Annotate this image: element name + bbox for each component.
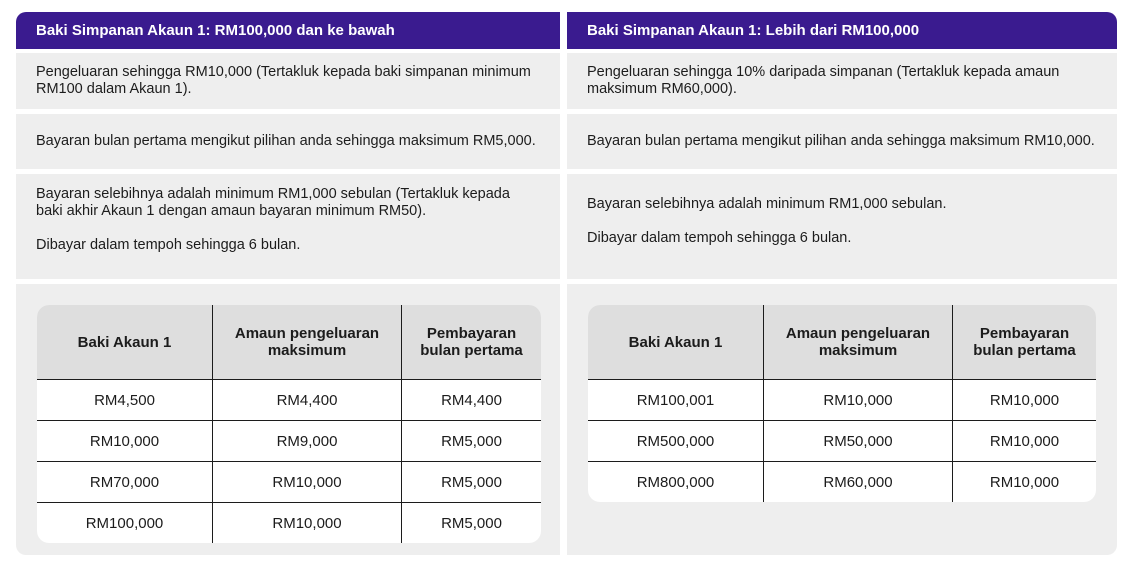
table-cell: RM500,000 (588, 421, 764, 462)
table-row (37, 421, 541, 462)
first-payment-info (567, 114, 1117, 169)
table-cell: RM4,400 (213, 380, 402, 421)
header-balance: Baki Akaun 1 (588, 305, 764, 380)
period-text: Dibayar dalam tempoh sehingga 6 bulan. (587, 230, 852, 246)
table-cell: RM5,000 (402, 462, 542, 503)
table-cell: RM10,000 (37, 421, 213, 462)
table-header-row (588, 305, 1096, 380)
table-row (37, 380, 541, 421)
table-cell: RM800,000 (588, 462, 764, 503)
table-cell: RM4,400 (402, 380, 542, 421)
table-row (37, 503, 541, 544)
table-cell: RM60,000 (764, 462, 953, 503)
table-cell: RM100,000 (37, 503, 213, 544)
table-cell: RM5,000 (402, 503, 542, 544)
table-cell: RM10,000 (764, 380, 953, 421)
table-row (37, 462, 541, 503)
header-max-withdrawal: Amaun pengeluaran maksimum (764, 305, 953, 380)
table-cell: RM10,000 (953, 421, 1097, 462)
table-cell: RM50,000 (764, 421, 953, 462)
period-text: Dibayar dalam tempoh sehingga 6 bulan. (36, 237, 301, 253)
example-table (37, 305, 541, 543)
subsequent-text: Bayaran selebihnya adalah minimum RM1,000 sebulan. (587, 196, 947, 212)
column-title: Baki Simpanan Akaun 1: RM100,000 dan ke bawah (16, 12, 560, 49)
header-balance: Baki Akaun 1 (37, 305, 213, 380)
header-first-payment: Pembayaran bulan pertama (402, 305, 542, 380)
example-table (588, 305, 1096, 502)
withdrawal-info (567, 53, 1117, 109)
example-table-panel (16, 284, 560, 555)
column-balance-up-to-100k (16, 12, 560, 555)
table-row (588, 380, 1096, 421)
table-cell: RM10,000 (953, 380, 1097, 421)
table-row (588, 462, 1096, 503)
column-title: Baki Simpanan Akaun 1: Lebih dari RM100,000 (567, 12, 1117, 49)
subsequent-payment-info (16, 174, 560, 279)
subsequent-payment-info (567, 174, 1117, 279)
withdrawal-text: Pengeluaran sehingga RM10,000 (Tertakluk kepada baki simpanan minimum RM100 dalam Akaun 1). (36, 64, 531, 97)
table-row (588, 421, 1096, 462)
table-cell: RM10,000 (213, 503, 402, 544)
example-table-panel (567, 284, 1117, 555)
table-cell: RM70,000 (37, 462, 213, 503)
header-max-withdrawal: Amaun pengeluaran maksimum (213, 305, 402, 380)
first-payment-text: Bayaran bulan pertama mengikut pilihan anda sehingga maksimum RM5,000. (36, 133, 536, 149)
first-payment-info (16, 114, 560, 169)
table-cell: RM10,000 (213, 462, 402, 503)
table-cell: RM10,000 (953, 462, 1097, 503)
withdrawal-info (16, 53, 560, 109)
header-first-payment: Pembayaran bulan pertama (953, 305, 1097, 380)
table-cell: RM5,000 (402, 421, 542, 462)
subsequent-text: Bayaran selebihnya adalah minimum RM1,000 sebulan (Tertakluk kepada baki akhir Akaun 1 dengan amaun bayaran minimum RM50). (36, 186, 510, 219)
first-payment-text: Bayaran bulan pertama mengikut pilihan anda sehingga maksimum RM10,000. (587, 133, 1095, 149)
table-header-row (37, 305, 541, 380)
table-cell: RM100,001 (588, 380, 764, 421)
table-cell: RM4,500 (37, 380, 213, 421)
column-balance-over-100k (567, 12, 1117, 555)
withdrawal-text: Pengeluaran sehingga 10% daripada simpanan (Tertakluk kepada amaun maksimum RM60,000). (587, 64, 1060, 97)
table-cell: RM9,000 (213, 421, 402, 462)
